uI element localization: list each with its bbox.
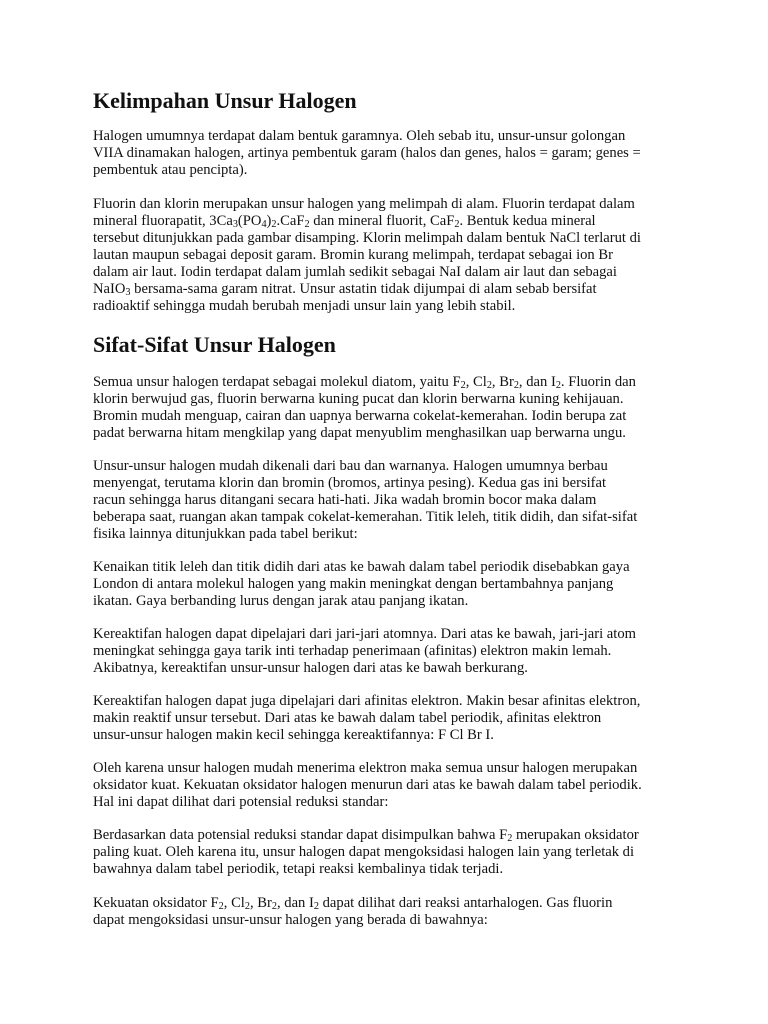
text-line: dalam air laut. Iodin terdapat dalam jumlah sedikit sebagai NaI dalam air laut dan sebagai xyxy=(93,264,617,280)
paragraph-jari-jari xyxy=(93,626,693,677)
text-line: paling kuat. Oleh karena itu, unsur halogen dapat mengoksidasi halogen lain yang terletak di xyxy=(93,844,635,860)
text-line-formula: Semua unsur halogen terdapat sebagai molekul diatom, yaitu $F_2$, $Cl_2$, $Br_2$, dan $I_2$. Fluorin dan xyxy=(93,374,636,392)
text-line: Akibatnya, kereaktifan unsur-unsur halogen dari atas ke bawah berkurang. xyxy=(93,660,528,676)
text-line: Kereaktifan halogen dapat juga dipelajari dari afinitas elektron. Makin besar afinitas elektron, xyxy=(93,693,641,709)
text-line: Hal ini dapat dilihat dari potensial reduksi standar: xyxy=(93,794,389,810)
text-line: Kenaikan titik leleh dan titik didih dari atas ke bawah dalam tabel periodik disebabkan gaya xyxy=(93,559,630,575)
text-line: tersebut ditunjukkan pada gambar disamping. Klorin melimpah dalam bentuk NaCl terlarut di xyxy=(93,230,641,246)
text-line: Unsur-unsur halogen mudah dikenali dari bau dan warnanya. Halogen umumnya berbau xyxy=(93,458,608,474)
text-line: dapat mengoksidasi unsur-unsur halogen yang berada di bawahnya: xyxy=(93,912,488,928)
text-line: Bromin mudah menguap, cairan dan uapnya berwarna cokelat-kemerahan. Iodin berupa zat xyxy=(93,408,627,424)
text-line: Fluorin dan klorin merupakan unsur halogen yang melimpah di alam. Fluorin terdapat dalam xyxy=(93,196,635,212)
text-line: radioaktif sehingga mudah berubah menjadi unsur lain yang lebih stabil. xyxy=(93,298,516,314)
paragraph-oksidator xyxy=(93,760,693,811)
text-line: London di antara molekul halogen yang makin meningkat dengan bertambahnya panjang xyxy=(93,576,614,592)
text-line: VIIA dinamakan halogen, artinya pembentuk garam (halos dan genes, halos = garam; genes = xyxy=(93,145,641,161)
section-heading-sifat: Sifat-Sifat Unsur Halogen xyxy=(93,332,336,357)
text-line: pembentuk atau pencipta). xyxy=(93,162,248,178)
text-line: Halogen umumnya terdapat dalam bentuk garamnya. Oleh sebab itu, unsur-unsur golongan xyxy=(93,128,626,144)
text-line: Oleh karena unsur halogen mudah menerima elektron maka semua unsur halogen merupakan xyxy=(93,760,638,776)
paragraph-bau-warna xyxy=(93,458,693,543)
section-heading-kelimpahan: Kelimpahan Unsur Halogen xyxy=(93,88,357,113)
paragraph-potensial-reduksi xyxy=(93,827,693,878)
text-line-formula: Berdasarkan data potensial reduksi standar dapat disimpulkan bahwa $F_2$ merupakan oksidator xyxy=(93,827,639,845)
text-line: klorin berwujud gas, fluorin berwarna kuning pucat dan klorin berwarna kuning kehijauan. xyxy=(93,391,624,407)
text-line: makin reaktif unsur tersebut. Dari atas ke bawah dalam tabel periodik, afinitas elektron xyxy=(93,710,602,726)
text-line: oksidator kuat. Kekuatan oksidator halogen menurun dari atas ke bawah dalam tabel periodik. xyxy=(93,777,642,793)
paragraph-titik-leleh xyxy=(93,559,693,610)
text-line-formula: mineral fluorapatit, $3Ca_3(PO_4)_2.CaF_2$ dan mineral fluorit, CaF$_2$. Bentuk kedua mineral xyxy=(93,213,596,231)
text-line: ikatan. Gaya berbanding lurus dengan jarak atau panjang ikatan. xyxy=(93,593,469,609)
paragraph-afinitas xyxy=(93,693,693,744)
paragraph-molekul-diatom xyxy=(93,374,693,442)
text-line: beberapa saat, ruangan akan tampak cokelat-kemerahan. Titik leleh, titik didih, dan sifat-sifat xyxy=(93,509,638,525)
text-line: padat berwarna hitam mengkilap yang dapat menyublim menghasilkan uap berwarna ungu. xyxy=(93,425,626,441)
text-line: menyengat, terutama klorin dan bromin (bromos, artinya pesing). Kedua gas ini bersifat xyxy=(93,475,607,491)
text-line: bawahnya dalam tabel periodik, tetapi reaksi kembalinya tidak terjadi. xyxy=(93,861,504,877)
paragraph-antarhalogen xyxy=(93,895,693,929)
text-line: racun sehingga harus ditangani secara hati-hati. Jika wadah bromin bocor maka dalam xyxy=(93,492,597,508)
text-line: lautan maupun sebagai deposit garam. Bromin kurang melimpah, terdapat sebagai ion Br xyxy=(93,247,613,263)
text-line: meningkat sehingga gaya tarik inti terhadap penerimaan (afinitas) elektron makin lemah. xyxy=(93,643,612,659)
text-line: Kereaktifan halogen dapat dipelajari dari jari-jari atomnya. Dari atas ke bawah, jari-jari atom xyxy=(93,626,636,642)
paragraph-halogen-intro xyxy=(93,128,693,179)
text-line: fisika lainnya ditunjukkan pada tabel berikut: xyxy=(93,526,358,542)
paragraph-fluorin-klorin xyxy=(93,196,693,315)
text-line-formula: Kekuatan oksidator $F_2$, $Cl_2$, $Br_2$, dan $I_2$ dapat dilihat dari reaksi antarhalogen. Gas fluorin xyxy=(93,895,613,913)
text-line: unsur-unsur halogen makin kecil sehingga kereaktifannya: F Cl Br I. xyxy=(93,727,494,743)
text-line-formula: NaIO$_3$ bersama-sama garam nitrat. Unsur astatin tidak dijumpai di alam sebab bersifat xyxy=(93,281,597,299)
